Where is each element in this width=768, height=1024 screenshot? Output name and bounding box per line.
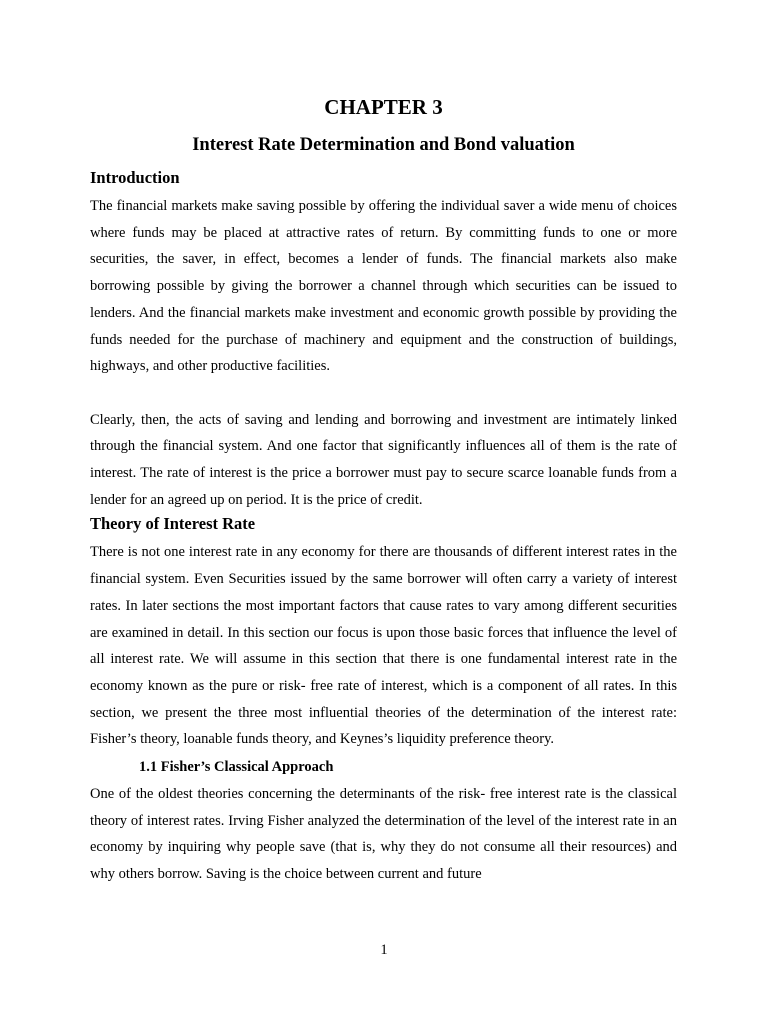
theory-paragraph: There is not one interest rate in any economy for there are thousands of different interest rates in the financial system. Even Securities issued by the same borrower will often carry a variety of interest rates. In later sections the most important factors that cause rates to vary among different securities are examined in detail. In this section our focus is upon those basic forces that influence the level of all interest rate. We will assume in this section that there is one fundamental interest rate in the economy known as the pure or risk- free rate of interest, which is a component of all rates. In this section, we present the three most influential theories of the determination of the interest rate: Fisher’s theory, loanable funds theory, and Keynes’s liquidity preference theory.: [90, 544, 677, 748]
fisher-subsection-heading: 1.1 Fisher’s Classical Approach: [139, 759, 334, 776]
fisher-paragraph: One of the oldest theories concerning the determinants of the risk- free interest rate is the classical theory of interest rates. Irving Fisher analyzed the determination of the level of the interest rate in an economy by inquiring why people save (that is, why they do not consume all their resources) and why others borrow. Saving is the choice between current and future: [90, 786, 677, 883]
document-page: [90, 92, 677, 888]
theory-heading: Theory of Interest Rate: [90, 514, 256, 534]
page-number: 1: [380, 942, 388, 958]
introduction-heading: Introduction: [90, 168, 180, 187]
document-title: Interest Rate Determination and Bond valuation: [192, 135, 575, 155]
introduction-paragraph-2: Clearly, then, the acts of saving and lending and borrowing and investment are intimately linked through the financial system. And one factor that significantly influences all of them is the rate of interest. The rate of interest is the price a borrower must pay to secure scarce loanable funds from a lender for an agreed up on period. It is the price of credit.: [90, 411, 677, 508]
introduction-paragraph-1: The financial markets make saving possible by offering the individual saver a wide menu of choices where funds may be placed at attractive rates of return. By committing funds to one or more securities, the saver, in effect, becomes a lender of funds. The financial markets also make borrowing possible by giving the borrower a channel through which securities can be issued to lenders. And the financial markets make investment and economic growth possible by providing the funds needed for the purchase of machinery and equipment and the construction of buildings, highways, and other productive facilities.: [90, 198, 677, 375]
chapter-title: CHAPTER 3: [324, 95, 443, 119]
